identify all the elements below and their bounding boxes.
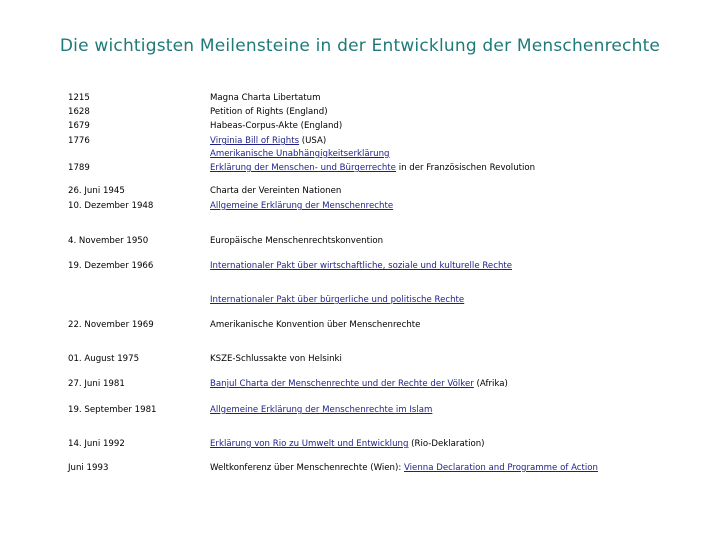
milestone-text: (Afrika) — [473, 379, 508, 389]
milestone-date: 4. November 1950 — [68, 236, 149, 246]
milestone-date: 22. November 1969 — [68, 320, 154, 330]
milestone-description — [210, 259, 512, 273]
milestone-link[interactable]: Virginia Bill of Rights — [210, 136, 300, 146]
milestone-link[interactable]: Internationaler Pakt über wirtschaftliche, soziale und kulturelle Rechte — [210, 261, 513, 271]
list-item — [0, 352, 720, 366]
milestone-date: 1679 — [68, 121, 90, 131]
milestone-text: Amerikanische Konvention über Menschenrechte — [210, 320, 421, 330]
list-item — [0, 91, 720, 105]
list-item — [0, 403, 720, 417]
list-item — [0, 119, 720, 133]
milestone-description — [210, 437, 485, 451]
list-item — [0, 161, 720, 175]
milestone-description — [210, 91, 320, 105]
milestone-text: Weltkonferenz über Menschenrechte (Wien): — [210, 463, 404, 473]
milestone-text: Charta der Vereinten Nationen — [210, 186, 342, 196]
milestone-date: 1215 — [68, 93, 90, 103]
milestone-description — [210, 318, 420, 332]
milestone-link[interactable]: Amerikanische Unabhängigkeitserklärung — [210, 149, 390, 159]
list-item — [0, 377, 720, 391]
milestone-description — [210, 403, 432, 417]
list-item — [0, 259, 720, 273]
milestone-text: in der Französischen Revolution — [395, 163, 536, 173]
list-item — [0, 437, 720, 451]
milestone-description — [210, 199, 393, 213]
milestone-link[interactable]: Erklärung der Menschen- und Bürgerrechte — [210, 163, 396, 173]
list-item — [0, 234, 720, 248]
milestone-text: (Rio-Deklaration) — [408, 439, 485, 449]
milestone-text: Europäische Menschenrechtskonvention — [210, 236, 384, 246]
milestone-date: 10. Dezember 1948 — [68, 201, 154, 211]
milestone-description — [210, 461, 598, 475]
milestone-link[interactable]: Banjul Charta der Menschenrechte und der Rechte der Völker — [210, 379, 474, 389]
milestone-description — [210, 105, 328, 119]
milestone-date: 27. Juni 1981 — [68, 379, 125, 389]
milestone-description — [210, 161, 535, 175]
milestone-description — [210, 377, 508, 391]
list-item — [0, 147, 720, 161]
page-title: Die wichtigsten Meilensteine in der Entwicklung der Menschenrechte — [59, 36, 661, 56]
milestone-description — [210, 134, 326, 148]
milestone-link[interactable]: Internationaler Pakt über bürgerliche und politische Rechte — [210, 295, 465, 305]
list-item — [0, 318, 720, 332]
milestone-date: 01. August 1975 — [68, 354, 140, 364]
milestone-text: Magna Charta Libertatum — [210, 93, 321, 103]
milestone-description — [210, 293, 464, 307]
milestone-description — [210, 184, 341, 198]
milestone-date: 1776 — [68, 136, 90, 146]
milestone-link[interactable]: Vienna Declaration and Programme of Action — [403, 463, 598, 473]
milestone-link[interactable]: Allgemeine Erklärung der Menschenrechte im Islam — [210, 405, 433, 415]
list-item — [0, 105, 720, 119]
milestone-date: 19. September 1981 — [68, 405, 157, 415]
milestone-date: 14. Juni 1992 — [68, 439, 125, 449]
milestone-link[interactable]: Allgemeine Erklärung der Menschenrechte — [210, 201, 394, 211]
milestone-date: Juni 1993 — [68, 463, 109, 473]
list-item — [0, 199, 720, 213]
milestone-date: 26. Juni 1945 — [68, 186, 125, 196]
milestone-text: (USA) — [299, 136, 327, 146]
milestone-description — [210, 119, 342, 133]
list-item — [0, 184, 720, 198]
milestone-date: 1628 — [68, 107, 90, 117]
milestone-description — [210, 234, 383, 248]
list-item — [0, 134, 720, 148]
milestone-text: Habeas-Corpus-Akte (England) — [210, 121, 343, 131]
milestone-link[interactable]: Erklärung von Rio zu Umwelt und Entwicklung — [210, 439, 409, 449]
milestone-text: KSZE-Schlussakte von Helsinki — [210, 354, 342, 364]
list-item — [0, 293, 720, 307]
milestone-date: 19. Dezember 1966 — [68, 261, 154, 271]
milestone-text: Petition of Rights (England) — [210, 107, 328, 117]
milestone-description — [210, 147, 390, 161]
milestone-date: 1789 — [68, 163, 90, 173]
list-item — [0, 461, 720, 475]
milestone-description — [210, 352, 342, 366]
